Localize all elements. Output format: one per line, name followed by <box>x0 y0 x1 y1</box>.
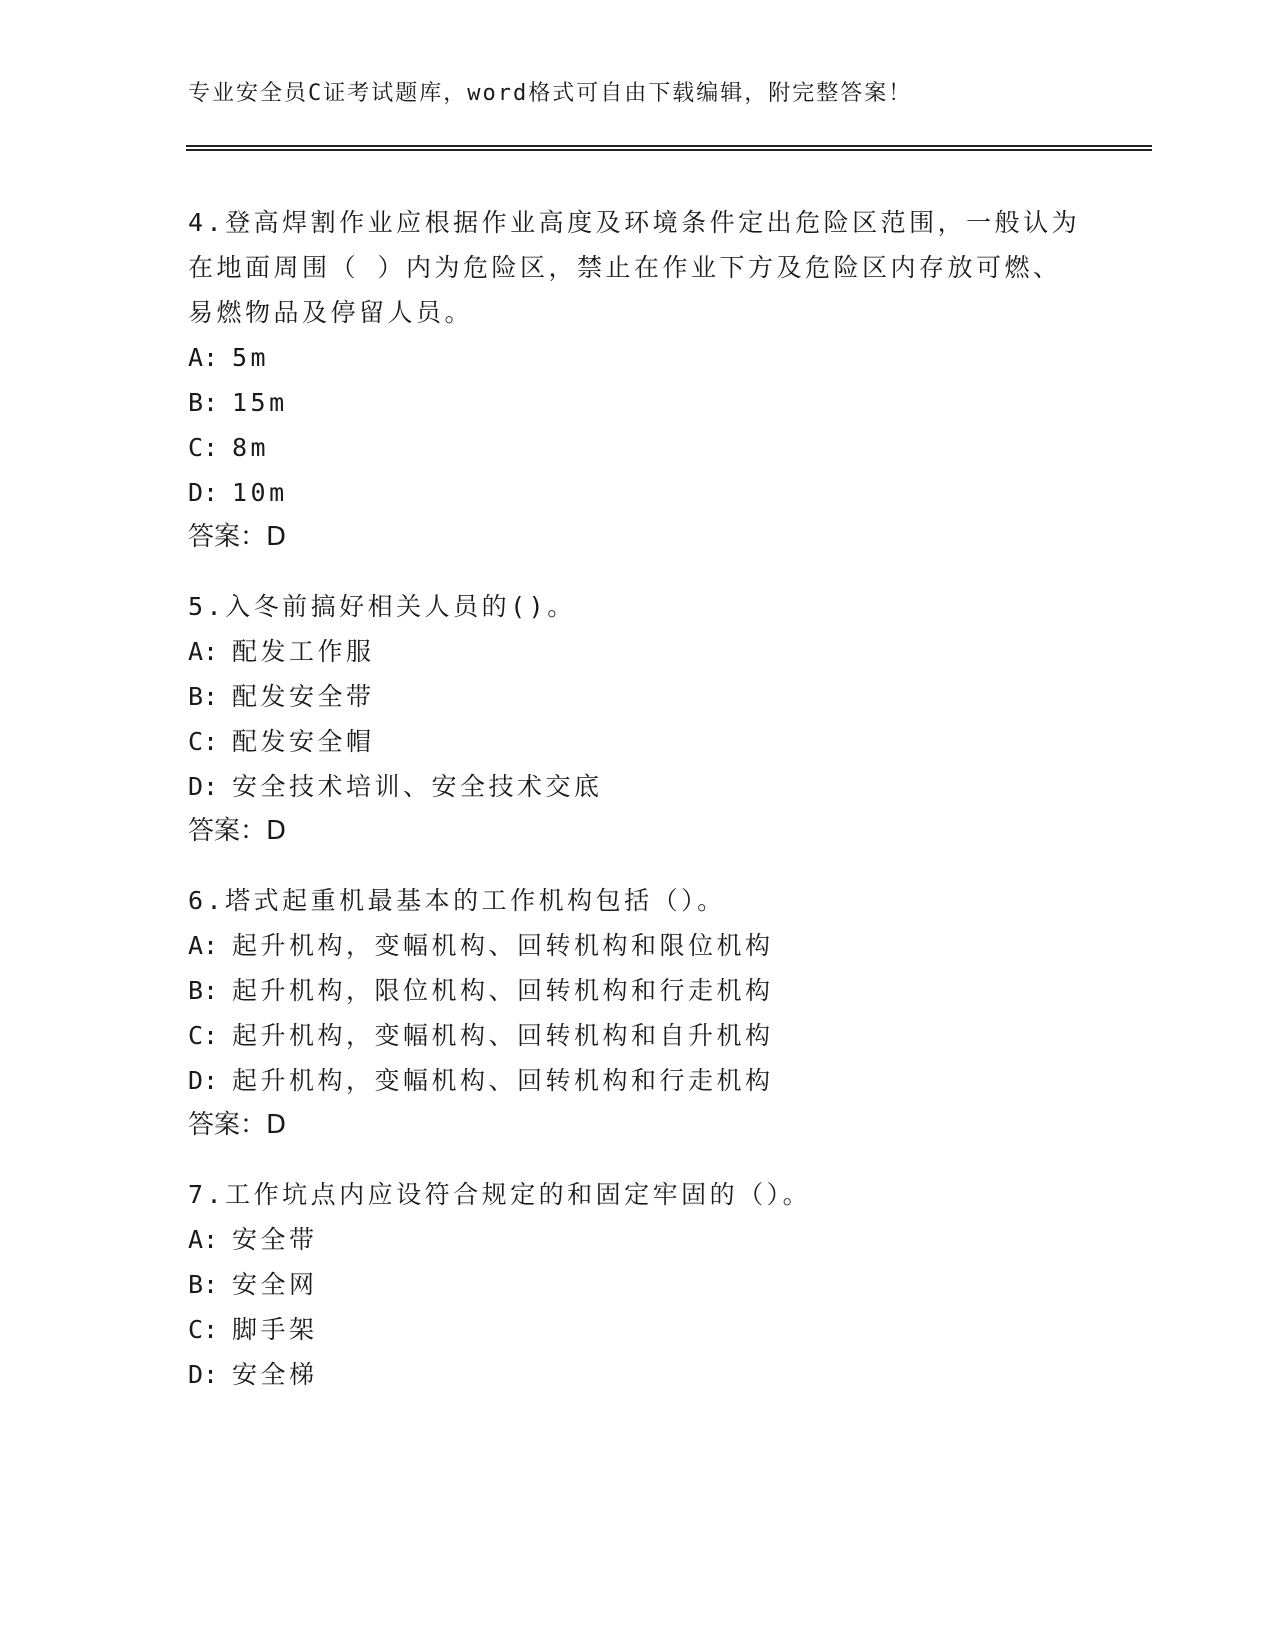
option-text: 脚手架 <box>232 1315 318 1344</box>
option-text: 安全网 <box>232 1270 318 1299</box>
option-letter: C: <box>188 433 219 462</box>
option-c <box>188 1013 1088 1058</box>
option-text: 5m <box>232 343 270 372</box>
option-letter: B: <box>188 1270 219 1299</box>
option-a <box>188 629 1088 674</box>
option-d <box>188 1058 1088 1103</box>
answer-line: 答案：D <box>188 1110 287 1140</box>
option-letter: D: <box>188 1066 219 1095</box>
option-letter: B: <box>188 682 219 711</box>
option-b <box>188 380 1088 425</box>
option-letter: C: <box>188 1315 219 1344</box>
option-text: 安全技术培训、安全技术交底 <box>232 772 603 801</box>
header-divider <box>186 145 1152 151</box>
option-a <box>188 1217 1088 1262</box>
option-d <box>188 470 1088 515</box>
option-letter: C: <box>188 727 219 756</box>
option-letter: A: <box>188 1225 219 1254</box>
option-letter: D: <box>188 772 219 801</box>
question-stem: 5.入冬前搞好相关人员的()。 <box>188 592 576 621</box>
option-letter: D: <box>188 478 219 507</box>
question-7 <box>188 1172 1088 1397</box>
question-list <box>188 200 1088 1421</box>
option-b <box>188 1262 1088 1307</box>
option-text: 安全带 <box>232 1225 318 1254</box>
option-a <box>188 335 1088 380</box>
question-stem: 7.工作坑点内应设符合规定的和固定牢固的（）。 <box>188 1180 812 1209</box>
option-text: 配发安全带 <box>232 682 375 711</box>
answer-line: 答案：D <box>188 816 287 846</box>
option-text: 配发工作服 <box>232 637 375 666</box>
option-text: 15m <box>232 388 288 417</box>
option-c <box>188 719 1088 764</box>
option-text: 10m <box>232 478 288 507</box>
option-text: 起升机构，变幅机构、回转机构和限位机构 <box>232 931 774 960</box>
option-letter: B: <box>188 976 219 1005</box>
option-letter: C: <box>188 1021 219 1050</box>
answer-line: 答案：D <box>188 522 287 552</box>
page-header: 专业安全员C证考试题库，word格式可自由下载编辑，附完整答案！ <box>188 81 913 106</box>
option-b <box>188 968 1088 1013</box>
option-text: 起升机构，限位机构、回转机构和行走机构 <box>232 976 774 1005</box>
option-a <box>188 923 1088 968</box>
option-text: 配发安全帽 <box>232 727 375 756</box>
question-4 <box>188 200 1088 560</box>
question-stem: 6.塔式起重机最基本的工作机构包括（）。 <box>188 886 726 915</box>
question-stem: 4.登高焊割作业应根据作业高度及环境条件定出危险区范围，一般认为在地面周围（ ）内为危险区，禁止在作业下方及危险区内存放可燃、易燃物品及停留人员。 <box>188 208 1081 327</box>
option-letter: A: <box>188 343 219 372</box>
option-b <box>188 674 1088 719</box>
option-d <box>188 764 1088 809</box>
option-letter: A: <box>188 931 219 960</box>
option-text: 起升机构，变幅机构、回转机构和行走机构 <box>232 1066 774 1095</box>
question-5 <box>188 584 1088 854</box>
option-c <box>188 425 1088 470</box>
option-text: 安全梯 <box>232 1360 318 1389</box>
option-letter: D: <box>188 1360 219 1389</box>
option-text: 8m <box>232 433 270 462</box>
question-6 <box>188 878 1088 1148</box>
option-c <box>188 1307 1088 1352</box>
option-d <box>188 1352 1088 1397</box>
option-text: 起升机构，变幅机构、回转机构和自升机构 <box>232 1021 774 1050</box>
option-letter: B: <box>188 388 219 417</box>
option-letter: A: <box>188 637 219 666</box>
